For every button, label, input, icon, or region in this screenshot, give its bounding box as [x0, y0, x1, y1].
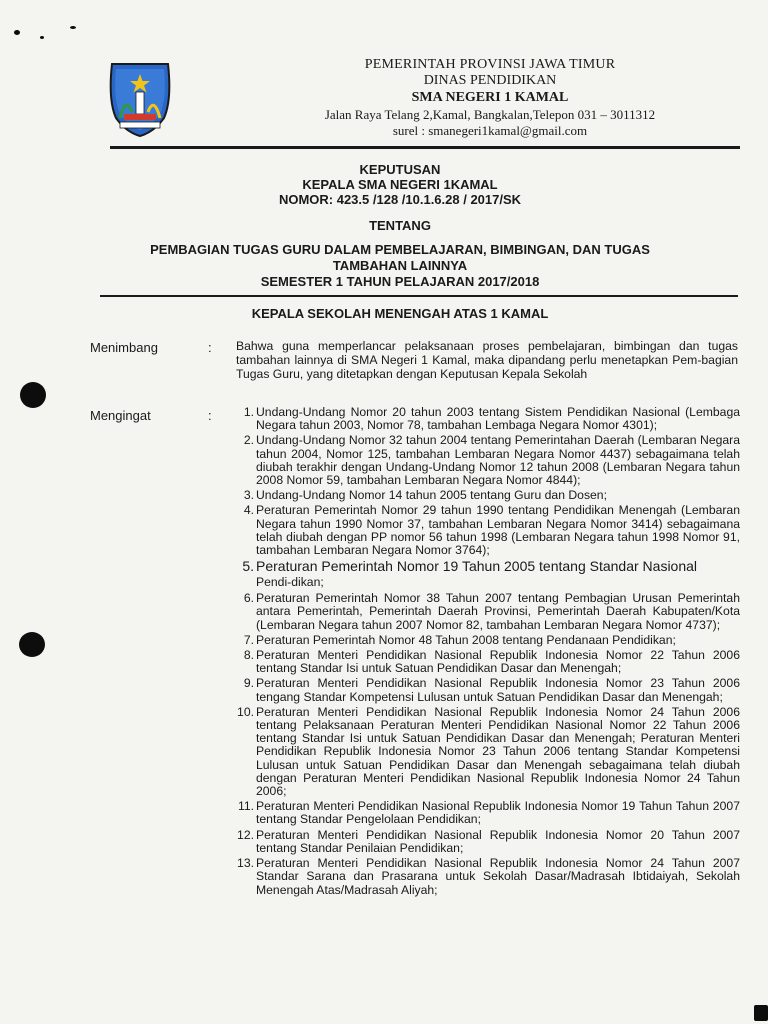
list-item [230, 800, 740, 826]
list-item-text: Peraturan Pemerintah Nomor 29 tahun 1990 tentang Pendidikan Menengah (Lembaran Negara tahun 1990 Nomor 37, tambahan Lembaran Negara Nomor 3414) sebagaimana telah diubah dengan PP nomor 56 tahun 1998 (Lembaran Negara tahun 1998 Nomor 91, tambahan Lembaran Negara Nomor 3764); [256, 503, 740, 558]
list-item-text: Peraturan Menteri Pendidikan Nasional Republik Indonesia Nomor 23 Tahun 2006 tengang Standar Kompetensi Lulusan untuk Satuan Pendidikan Dasar dan Menengah; [256, 676, 740, 704]
decree-authority: KEPALA SEKOLAH MENENGAH ATAS 1 KAMAL [251, 306, 549, 321]
punch-hole-mark [19, 632, 45, 657]
list-item [230, 592, 740, 632]
list-item [230, 489, 740, 502]
mengingat-colon: : [208, 408, 212, 423]
letterhead-office: DINAS PENDIDIKAN [423, 73, 557, 88]
list-item-number: 6. [243, 591, 254, 606]
decree-semester: SEMESTER 1 TAHUN PELAJARAN 2017/2018 [260, 274, 540, 289]
list-item-number: 7. [243, 632, 254, 647]
list-item-number: 10. [237, 704, 254, 719]
letterhead-address: Jalan Raya Telang 2,Kamal, Bangkalan,Telepon 031 – 3011312 [324, 107, 656, 122]
list-item-text: Peraturan Menteri Pendidikan Nasional Republik Indonesia Nomor 24 Tahun 2006 tentang Pelaksanaan Peraturan Menteri Pendidikan Nasional Nomor 22 Tahun 2006 tentang Standar Isi untuk Satuan Pendidikan Dasar dan Menengah; Peraturan Menteri Pendidikan Republik Indonesia Nomor 23 Tahun 2006 tentang Standar Kompetensi Lulusan untuk Satuan Pendidikan Dasar dan Menengah sebagaimana telah diubah dengan Peraturan Menteri Pendidikan Nasional Republik Indonesia Nomor 24 Tahun 2006; [256, 704, 740, 799]
menimbang-label: Menimbang [90, 340, 158, 355]
list-item-text: Peraturan Pemerintah Nomor 48 Tahun 2008 tentang Pendanaan Pendidikan; [256, 632, 676, 647]
list-item-text: Undang-Undang Nomor 32 tahun 2004 tentang Pemerintahan Daerah (Lembaran Negara tahun 2004, Nomor 125, tambahan Lembaran Negara Nomor 4437) sebagaimana telah diubah terakhir dengan Undang-Undang Nomor 12 tahun 2008 (Lembaran Negara tahun 2008 Nomor 59, tambahan Lembaran Negara Nomor 4844); [256, 433, 740, 488]
list-item [230, 434, 740, 487]
list-item-number: 5. [242, 558, 254, 575]
list-item-text: Peraturan Menteri Pendidikan Nasional Republik Indonesia Nomor 22 Tahun 2006 tentang Standar Isi untuk Satuan Pendidikan Dasar dan Menengah; [256, 648, 740, 676]
letterhead-email: surel : smanegeri1kamal@gmail.com [392, 123, 588, 138]
punch-hole-mark [20, 382, 46, 408]
list-item [230, 634, 740, 647]
list-item-number: 13. [237, 856, 254, 871]
scan-speck [40, 36, 44, 39]
letterhead [290, 56, 690, 139]
list-item-number: 9. [243, 676, 254, 691]
scan-speck [14, 30, 20, 35]
list-item-number: 2. [243, 433, 254, 448]
list-item-text: Undang-Undang Nomor 14 tahun 2005 tentang Guru dan Dosen; [256, 488, 607, 503]
list-item [230, 706, 740, 798]
mengingat-label: Mengingat [90, 408, 151, 423]
scan-speck [754, 1005, 768, 1021]
list-item-number: 1. [243, 405, 254, 419]
list-item [230, 406, 740, 432]
list-item-text: Undang-Undang Nomor 20 tahun 2003 tentang Sistem Pendidikan Nasional (Lembaga Negara tahun 2003, Nomor 78, tambahan Lembaga Negara Nomor 4301); [256, 405, 740, 433]
list-item-text: Peraturan Menteri Pendidikan Nasional Republik Indonesia Nomor 24 Tahun 2007 Standar Sarana dan Prasarana untuk Sekolah Dasar/Madrasah Ibtidaiyah, Sekolah Menengah Atas/Madrasah Aliyah; [256, 856, 740, 897]
mengingat-list [230, 406, 740, 899]
east-java-crest-icon [106, 60, 174, 138]
list-item [230, 829, 740, 855]
list-item-text: Peraturan Pemerintah Nomor 19 Tahun 2005 tentang Standar Nasional [256, 558, 698, 575]
menimbang-colon: : [208, 340, 212, 355]
letterhead-school-name: SMA NEGERI 1 KAMAL [411, 90, 569, 105]
list-item-text: Peraturan Menteri Pendidikan Nasional Republik Indonesia Nomor 20 Tahun 2007 tentang Standar Penilaian Pendidikan; [256, 827, 740, 855]
list-item-number: 3. [243, 488, 254, 503]
list-item [230, 857, 740, 897]
scan-speck [70, 26, 76, 29]
list-item [230, 559, 740, 590]
decree-subject-line2: TAMBAHAN LAINNYA [332, 258, 468, 273]
list-item [230, 677, 740, 703]
decree-number: NOMOR: 423.5 /128 /10.1.6.28 / 2017/SK [278, 192, 522, 207]
list-item-number: 4. [243, 503, 254, 518]
decree-issuer: KEPALA SMA NEGERI 1KAMAL [302, 177, 498, 192]
title-divider [100, 295, 738, 297]
decree-subject [80, 242, 720, 290]
menimbang-text: Bahwa guna memperlancar pelaksanaan proses pembelajaran, bimbingan dan tugas tambahan lainnya di SMA Negeri 1 Kamal, maka dipandang perlu menetapkan Pem-bagian Tugas Guru, yang ditetapkan dengan Keputusan Kepala Sekolah [236, 339, 738, 381]
decree-subject-line1: PEMBAGIAN TUGAS GURU DALAM PEMBELAJARAN, BIMBINGAN, DAN TUGAS [150, 242, 650, 257]
list-item [230, 504, 740, 557]
list-item-text: Peraturan Menteri Pendidikan Nasional Republik Indonesia Nomor 19 Tahun Tahun 2007 tentang Standar Pengelolaan Pendidikan; [256, 799, 740, 827]
decree-title-block [80, 162, 720, 207]
list-item-number: 12. [237, 827, 254, 842]
list-item-number: 8. [243, 648, 254, 663]
list-item-number: 11. [237, 799, 254, 814]
letterhead-divider [110, 146, 740, 149]
list-item-text: Peraturan Pemerintah Nomor 38 Tahun 2007 tentang Pembagian Urusan Pemerintah antara Pemerintah, Pemerintah Daerah Provinsi, Pemerintah Daerah Kabupaten/Kota (Lembaran Negara tahun 2007 Nomor 82, tambahan Lembaran Negara Nomor 4737); [256, 591, 740, 632]
list-item [230, 649, 740, 675]
decree-heading: KEPUTUSAN [359, 162, 441, 177]
list-item-text-continued: Pendi-dikan; [256, 575, 324, 590]
letterhead-government: PEMERINTAH PROVINSI JAWA TIMUR [364, 57, 616, 72]
decree-about: TENTANG [369, 218, 431, 233]
